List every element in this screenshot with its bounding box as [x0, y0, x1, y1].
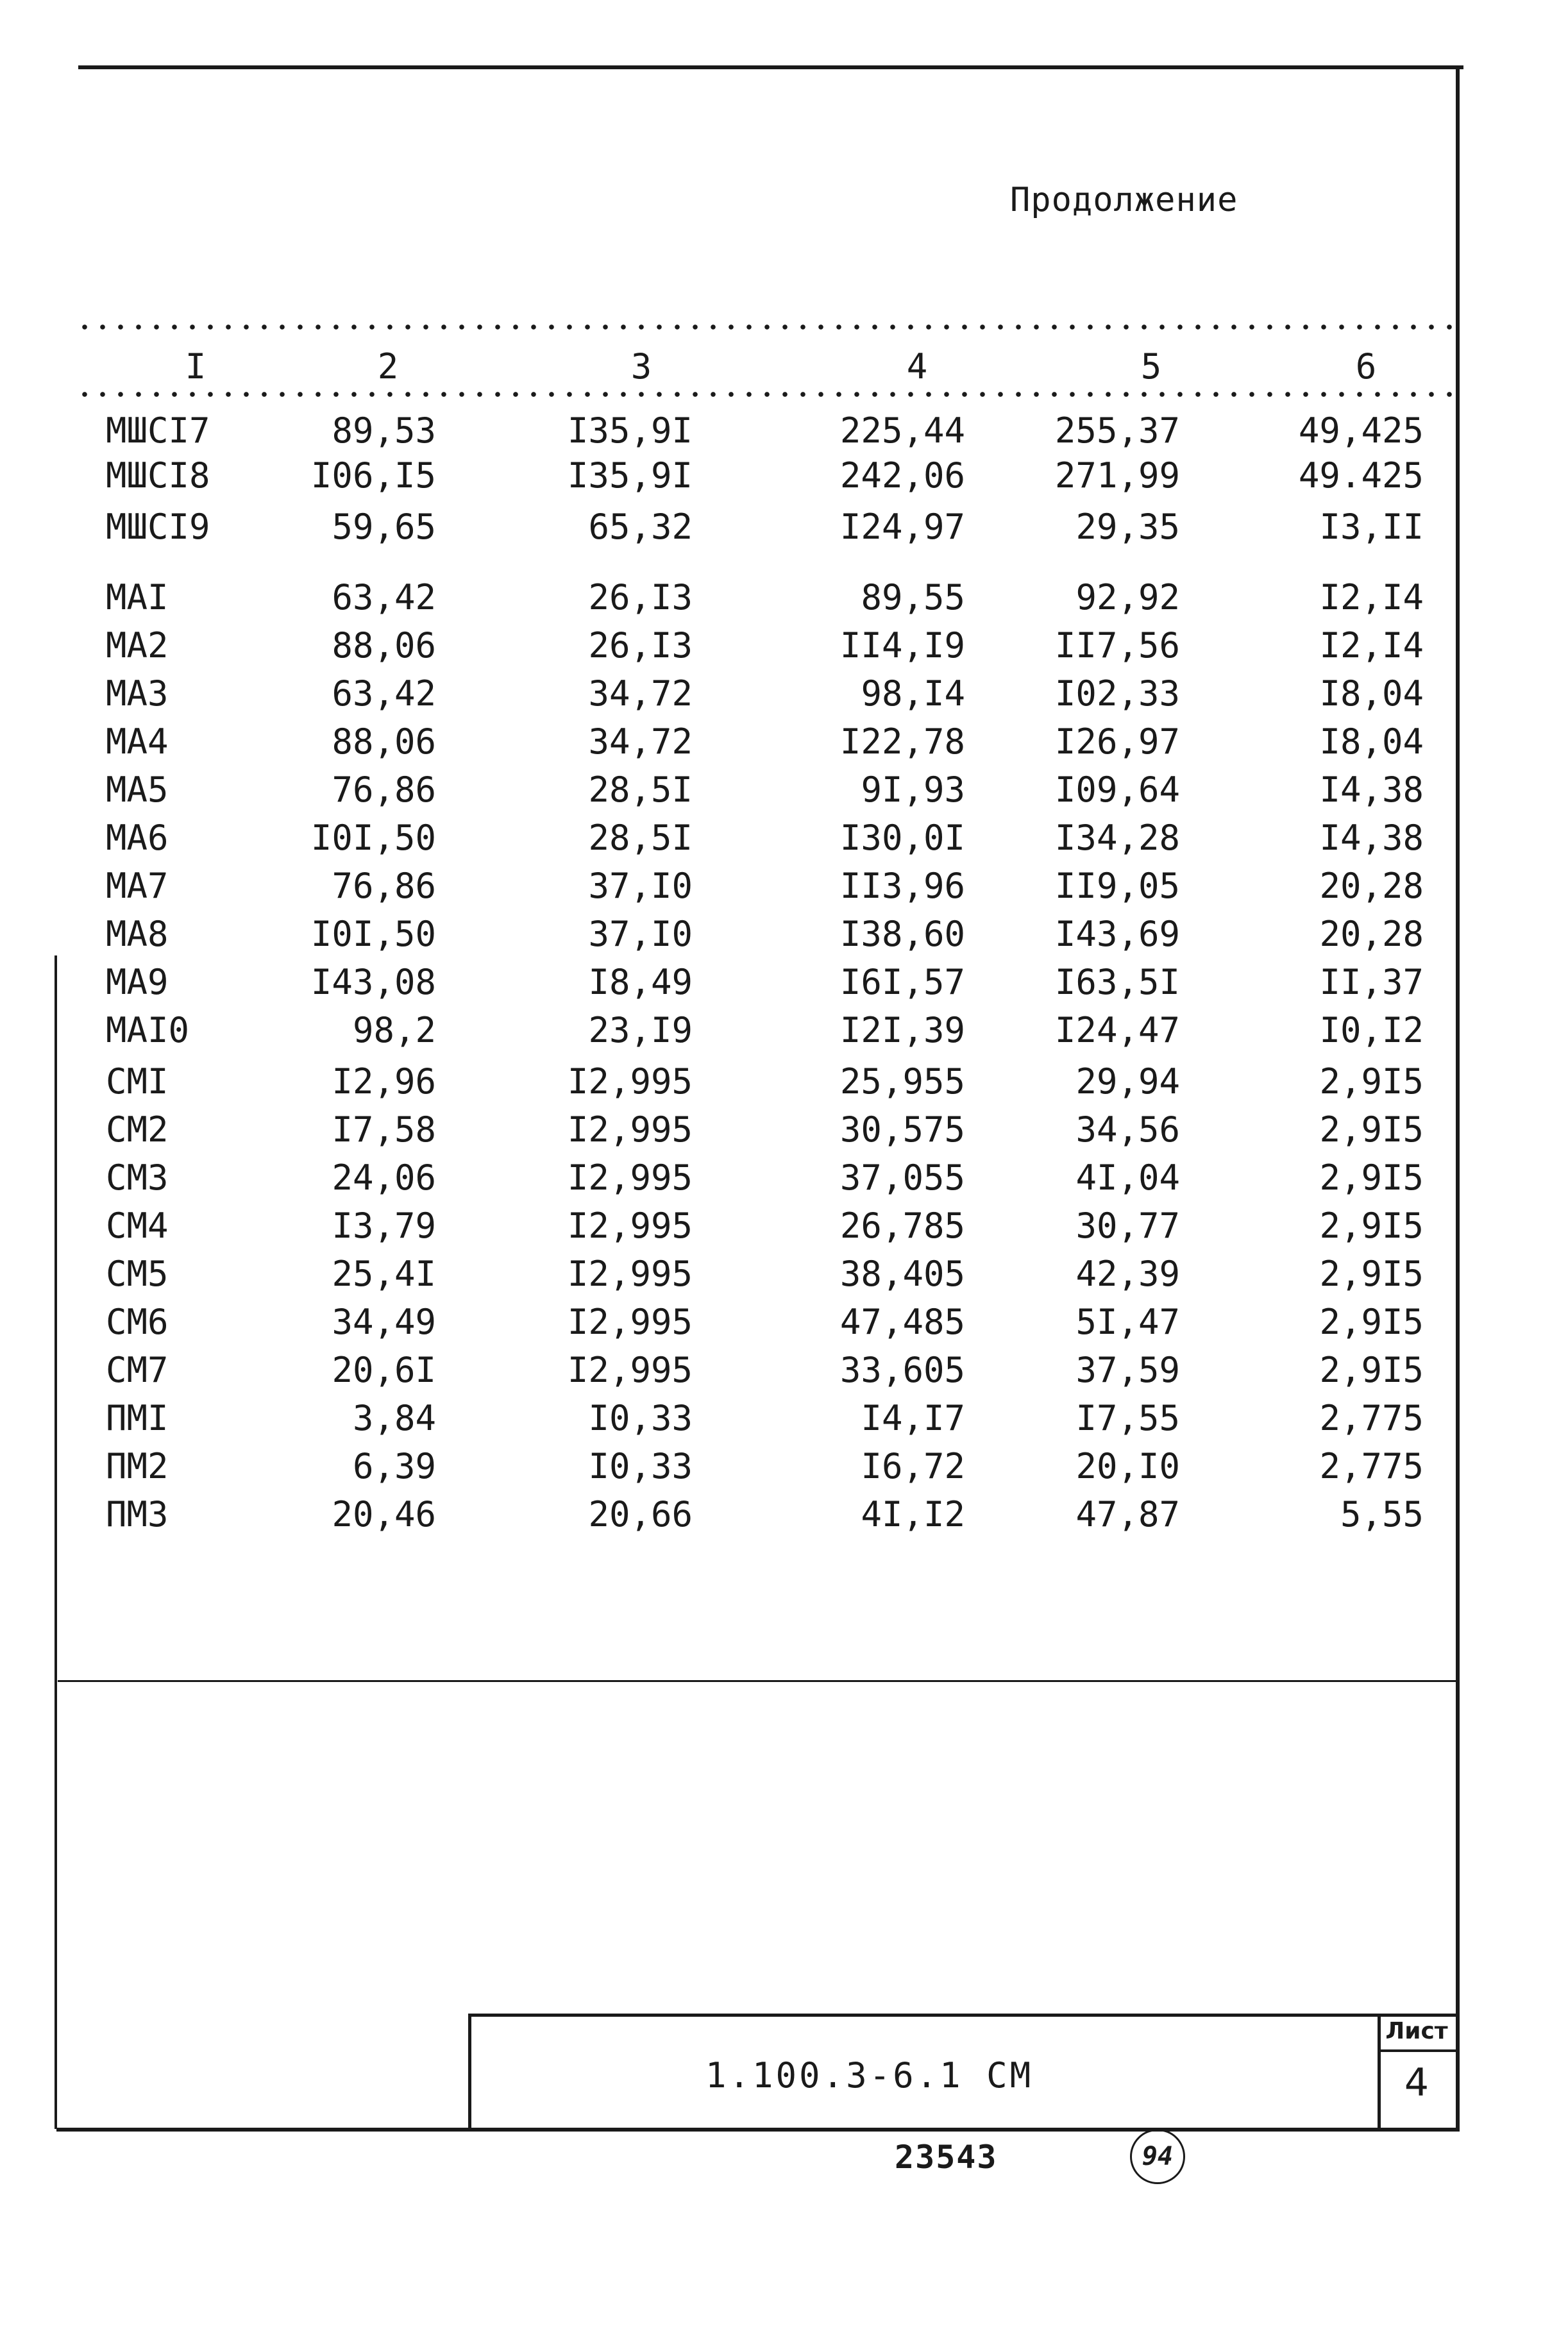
table-cell-col-2-value: 63,42	[332, 673, 436, 714]
table-cell-col-6-value: I0,I2	[1319, 1010, 1424, 1050]
table-cell-row-label: МА9	[106, 962, 169, 1002]
table-cell-row-label: МА2	[106, 625, 169, 666]
table-cell-col-6-value: 2,9I5	[1319, 1254, 1424, 1294]
table-cell-col-3-value: I2,995	[567, 1302, 693, 1342]
table-cell-row-label: СМI	[106, 1061, 169, 1102]
table-cell-col-2-value: I2,96	[332, 1061, 436, 1102]
table-cell-col-2-value: 20,6I	[332, 1350, 436, 1390]
table-cell-col-2-value: I3,79	[332, 1206, 436, 1246]
table-cell-row-label: МА4	[106, 721, 169, 762]
table-cell-row-label: СМ2	[106, 1109, 169, 1150]
table-cell-col-3-value: I0,33	[588, 1446, 693, 1486]
table-cell-col-2-value: 3,84	[352, 1398, 436, 1438]
table-cell-col-4-value: I30,0I	[839, 818, 965, 858]
table-cell-row-label: МА6	[106, 818, 169, 858]
table-cell-col-6-value: 2,775	[1319, 1398, 1424, 1438]
table-cell-col-2-value: I7,58	[332, 1109, 436, 1150]
table-cell-col-4-value: I6I,57	[839, 962, 965, 1002]
table-cell-col-3-value: I0,33	[588, 1398, 693, 1438]
table-cell-col-6-value: I4,38	[1319, 818, 1424, 858]
table-cell-col-3-value: 28,5I	[588, 818, 693, 858]
table-cell-col-5-value: 30,77	[1075, 1206, 1180, 1246]
table-cell-col-2-value: 63,42	[332, 577, 436, 618]
table-cell-col-3-value: 26,I3	[588, 625, 693, 666]
table-cell-col-5-value: II9,05	[1054, 866, 1180, 906]
table-cell-col-2-value: I0I,50	[310, 914, 436, 954]
table-cell-row-label: МШСI7	[106, 410, 210, 451]
table-cell-row-label: ПМ3	[106, 1494, 169, 1535]
sheet-number: 4	[1404, 2060, 1429, 2105]
table-cell-col-2-value: 6,39	[352, 1446, 436, 1486]
table-cell-col-2-value: 88,06	[332, 721, 436, 762]
table-cell-row-label: МА5	[106, 770, 169, 810]
table-cell-col-3-value: I2,995	[567, 1206, 693, 1246]
table-cell-col-3-value: 65,32	[588, 507, 693, 547]
table-cell-col-3-value: I2,995	[567, 1157, 693, 1198]
table-cell-col-4-value: II4,I9	[839, 625, 965, 666]
table-cell-col-4-value: I24,97	[839, 507, 965, 547]
table-cell-col-4-value: I2I,39	[839, 1010, 965, 1050]
table-cell-row-label: СМ5	[106, 1254, 169, 1294]
table-cell-col-6-value: 49.425	[1298, 455, 1424, 496]
table-cell-col-2-value: 89,53	[332, 410, 436, 451]
table-cell-col-4-value: I22,78	[839, 721, 965, 762]
right-border	[1456, 65, 1460, 2132]
table-cell-col-5-value: I43,69	[1054, 914, 1180, 954]
column-header-6: 6	[1355, 346, 1377, 387]
table-cell-col-3-value: 34,72	[588, 673, 693, 714]
table-cell-col-4-value: 33,605	[839, 1350, 965, 1390]
table-cell-col-6-value: 2,9I5	[1319, 1350, 1424, 1390]
column-header-1: I	[185, 346, 207, 387]
table-cell-col-2-value: I06,I5	[310, 455, 436, 496]
table-cell-col-6-value: 49,425	[1298, 410, 1424, 451]
table-cell-col-5-value: 47,87	[1075, 1494, 1180, 1535]
table-cell-col-4-value: 98,I4	[861, 673, 965, 714]
table-cell-col-2-value: 88,06	[332, 625, 436, 666]
page-number-circle: 94	[1130, 2129, 1185, 2184]
table-cell-col-6-value: I3,II	[1319, 507, 1424, 547]
table-cell-col-6-value: 2,9I5	[1319, 1302, 1424, 1342]
table-cell-col-3-value: I2,995	[567, 1061, 693, 1102]
table-cell-col-4-value: 37,055	[839, 1157, 965, 1198]
table-cell-col-2-value: 59,65	[332, 507, 436, 547]
table-cell-col-2-value: 76,86	[332, 770, 436, 810]
table-cell-col-6-value: II,37	[1319, 962, 1424, 1002]
header-top-dotted-rule	[76, 324, 1454, 330]
table-cell-col-5-value: II7,56	[1054, 625, 1180, 666]
table-cell-col-2-value: I43,08	[310, 962, 436, 1002]
table-cell-col-6-value: I2,I4	[1319, 577, 1424, 618]
top-border	[78, 65, 1463, 69]
table-cell-col-2-value: 98,2	[352, 1010, 436, 1050]
table-cell-col-4-value: 89,55	[861, 577, 965, 618]
table-cell-col-4-value: I38,60	[839, 914, 965, 954]
table-cell-col-5-value: 92,92	[1075, 577, 1180, 618]
table-cell-col-5-value: 5I,47	[1075, 1302, 1180, 1342]
table-cell-row-label: МА7	[106, 866, 169, 906]
table-cell-row-label: СМ4	[106, 1206, 169, 1246]
table-cell-col-3-value: 37,I0	[588, 914, 693, 954]
table-cell-col-6-value: I8,04	[1319, 721, 1424, 762]
table-cell-col-4-value: 30,575	[839, 1109, 965, 1150]
table-cell-col-3-value: 23,I9	[588, 1010, 693, 1050]
table-cell-col-2-value: 34,49	[332, 1302, 436, 1342]
table-cell-row-label: ПМI	[106, 1398, 169, 1438]
left-border	[55, 955, 57, 2129]
table-cell-col-5-value: 29,94	[1075, 1061, 1180, 1102]
table-cell-col-3-value: 20,66	[588, 1494, 693, 1535]
table-bottom-line	[58, 1680, 1456, 1682]
table-cell-row-label: СМ6	[106, 1302, 169, 1342]
table-cell-row-label: СМ7	[106, 1350, 169, 1390]
table-cell-col-6-value: 2,9I5	[1319, 1157, 1424, 1198]
sheet-label: Лист	[1385, 2018, 1448, 2044]
table-cell-col-3-value: I2,995	[567, 1254, 693, 1294]
continuation-heading: Продолжение	[1010, 181, 1238, 219]
table-cell-col-2-value: 20,46	[332, 1494, 436, 1535]
table-cell-col-5-value: 34,56	[1075, 1109, 1180, 1150]
bottom-border	[56, 2128, 1460, 2132]
table-cell-col-5-value: I34,28	[1054, 818, 1180, 858]
table-cell-col-5-value: 20,I0	[1075, 1446, 1180, 1486]
table-cell-col-5-value: I26,97	[1054, 721, 1180, 762]
table-cell-row-label: МШСI8	[106, 455, 210, 496]
table-cell-col-2-value: 24,06	[332, 1157, 436, 1198]
document-code: 1.100.3-6.1 СМ	[705, 2055, 1034, 2096]
table-cell-col-3-value: I35,9I	[567, 455, 693, 496]
table-cell-col-3-value: 28,5I	[588, 770, 693, 810]
table-cell-col-6-value: 2,775	[1319, 1446, 1424, 1486]
stamp-top-line	[468, 2014, 1459, 2017]
table-cell-col-6-value: I8,04	[1319, 673, 1424, 714]
table-cell-row-label: МА8	[106, 914, 169, 954]
table-cell-col-5-value: 255,37	[1054, 410, 1180, 451]
table-cell-col-5-value: I7,55	[1075, 1398, 1180, 1438]
table-cell-col-5-value: I02,33	[1054, 673, 1180, 714]
table-cell-col-4-value: 47,485	[839, 1302, 965, 1342]
table-cell-col-4-value: 225,44	[839, 410, 965, 451]
table-cell-col-5-value: I63,5I	[1054, 962, 1180, 1002]
table-cell-row-label: ПМ2	[106, 1446, 169, 1486]
column-header-4: 4	[906, 346, 928, 387]
table-cell-col-6-value: 5,55	[1340, 1494, 1424, 1535]
table-cell-col-5-value: I24,47	[1054, 1010, 1180, 1050]
table-cell-col-6-value: 2,9I5	[1319, 1206, 1424, 1246]
table-cell-col-3-value: I35,9I	[567, 410, 693, 451]
table-cell-col-4-value: II3,96	[839, 866, 965, 906]
table-cell-row-label: СМ3	[106, 1157, 169, 1198]
table-cell-col-4-value: 26,785	[839, 1206, 965, 1246]
inventory-number: 23543	[895, 2139, 998, 2176]
table-cell-col-6-value: I2,I4	[1319, 625, 1424, 666]
table-cell-row-label: МА3	[106, 673, 169, 714]
table-cell-col-5-value: I09,64	[1054, 770, 1180, 810]
table-cell-col-3-value: I2,995	[567, 1350, 693, 1390]
table-cell-row-label: МШСI9	[106, 507, 210, 547]
table-cell-col-6-value: 2,9I5	[1319, 1109, 1424, 1150]
header-bottom-dotted-rule	[76, 391, 1454, 398]
table-cell-row-label: МАI	[106, 577, 169, 618]
table-cell-col-4-value: I6,72	[861, 1446, 965, 1486]
table-cell-col-2-value: 76,86	[332, 866, 436, 906]
table-cell-col-5-value: 271,99	[1054, 455, 1180, 496]
table-cell-col-6-value: 20,28	[1319, 866, 1424, 906]
table-cell-col-4-value: 25,955	[839, 1061, 965, 1102]
table-cell-col-4-value: 242,06	[839, 455, 965, 496]
column-header-3: 3	[630, 346, 652, 387]
table-cell-row-label: МАI0	[106, 1010, 190, 1050]
table-cell-col-5-value: 29,35	[1075, 507, 1180, 547]
table-cell-col-3-value: 34,72	[588, 721, 693, 762]
table-cell-col-6-value: I4,38	[1319, 770, 1424, 810]
table-cell-col-4-value: 4I,I2	[861, 1494, 965, 1535]
table-cell-col-2-value: I0I,50	[310, 818, 436, 858]
table-cell-col-5-value: 4I,04	[1075, 1157, 1180, 1198]
stamp-sheet-label-line	[1378, 2049, 1458, 2052]
table-cell-col-4-value: 9I,93	[861, 770, 965, 810]
table-cell-col-3-value: 37,I0	[588, 866, 693, 906]
stamp-left-line	[468, 2014, 471, 2130]
table-cell-col-4-value: 38,405	[839, 1254, 965, 1294]
table-cell-col-6-value: 20,28	[1319, 914, 1424, 954]
table-cell-col-4-value: I4,I7	[861, 1398, 965, 1438]
table-cell-col-3-value: I8,49	[588, 962, 693, 1002]
column-header-2: 2	[377, 346, 399, 387]
table-cell-col-6-value: 2,9I5	[1319, 1061, 1424, 1102]
table-cell-col-5-value: 42,39	[1075, 1254, 1180, 1294]
table-cell-col-2-value: 25,4I	[332, 1254, 436, 1294]
column-header-5: 5	[1140, 346, 1162, 387]
table-cell-col-3-value: I2,995	[567, 1109, 693, 1150]
table-cell-col-5-value: 37,59	[1075, 1350, 1180, 1390]
table-cell-col-3-value: 26,I3	[588, 577, 693, 618]
